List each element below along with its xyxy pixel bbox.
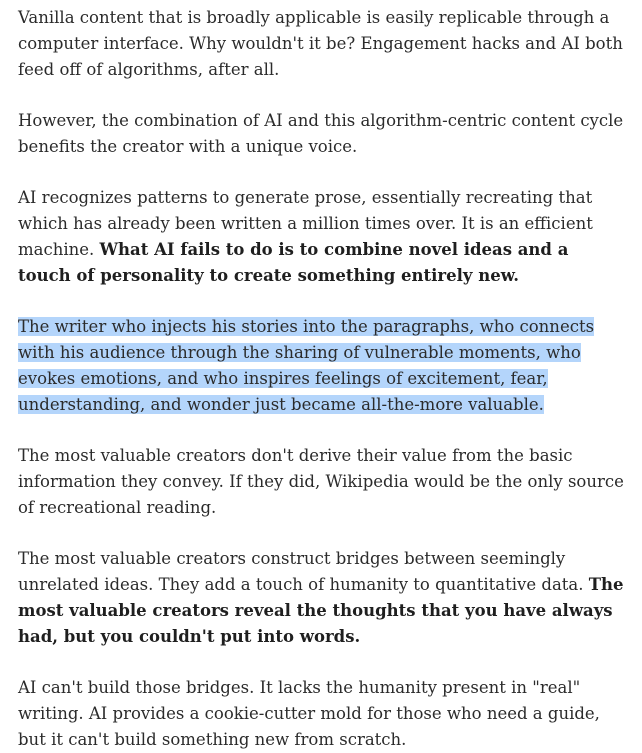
paragraph-bold-text: What AI fails to do is to combine novel ideas and a touch of personality to create something entirely new. (18, 240, 569, 285)
paragraph-text: However, the combination of AI and this algorithm-centric content cycle benefits the creator with a unique voice. (18, 111, 624, 156)
paragraph-text: The most valuable creators don't derive their value from the basic information they convey. If they did, Wikipedia would be the only source of recreational reading. (18, 446, 624, 517)
paragraph-valuable-creators (18, 443, 624, 521)
article-body (0, 5, 624, 753)
paragraph-unique-voice (18, 108, 624, 160)
paragraph-ai-cant-build (18, 675, 624, 753)
text-selection-highlight[interactable]: The writer who injects his stories into the paragraphs, who connects with his audience through the sharing of vulnerable moments, who evokes emotions, and who inspires feelings of excitement, fear, understanding, and wonder just became all-the-more valuable. (18, 317, 595, 414)
paragraph-text: The most valuable creators construct bridges between seemingly unrelated ideas. They add a touch of humanity to quantitative data. (18, 549, 589, 594)
paragraph-bold-text: The most valuable creators reveal the thoughts that you have always had, but you couldn't put into words. (18, 575, 624, 646)
paragraph-ai-patterns (18, 185, 624, 289)
paragraph-text: AI recognizes patterns to generate prose, essentially recreating that which has already been written a million times over. It is an efficient machine. (18, 188, 593, 259)
paragraph-text: AI can't build those bridges. It lacks the humanity present in "real" writing. AI provides a cookie-cutter mold for those who need a guide, but it can't build something new from scratch. (18, 678, 600, 749)
paragraph-vanilla-content (18, 5, 624, 83)
paragraph-construct-bridges (18, 546, 624, 650)
paragraph-writer-highlighted[interactable] (18, 314, 624, 418)
paragraph-text: Vanilla content that is broadly applicable is easily replicable through a computer interface. Why wouldn't it be? Engagement hacks and AI both feed off of algorithms, after all. (18, 8, 623, 79)
